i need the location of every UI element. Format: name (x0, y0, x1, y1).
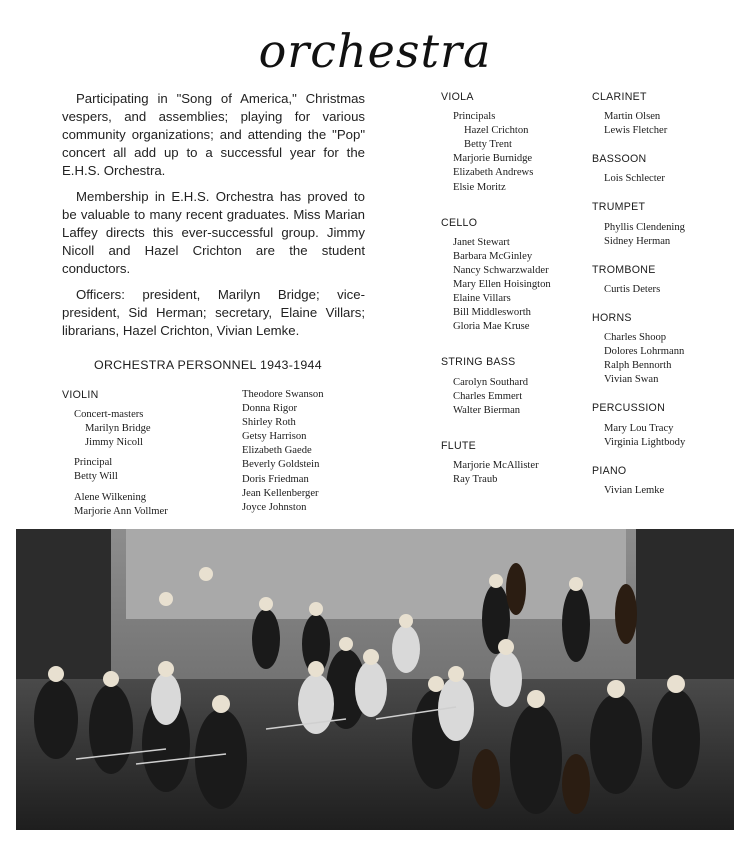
horns-heading: HORNS (592, 311, 632, 324)
member-name: Ralph Bennorth (604, 360, 672, 372)
member-name: Charles Shoop (604, 332, 667, 344)
clarinet-heading: CLARINET (592, 91, 647, 103)
principal-label: Principal (74, 457, 113, 469)
cello-heading: CELLO (441, 216, 478, 229)
member-name: Lois Schlecter (604, 173, 665, 185)
intro-paragraph-3: Officers: president, Marilyn Bridge; vice-president, Sid Herman; secretary, Elaine Villars; librarians, Hazel Crichton, Vivian Lemke. (62, 287, 365, 338)
member-name: Walter Bierman (453, 404, 521, 416)
member-name: Curtis Deters (604, 283, 661, 295)
member-name: Phyllis Clendening (604, 221, 685, 233)
winds-column (592, 90, 685, 498)
intro-text (62, 90, 365, 348)
member-name: Virginia Lightbody (604, 436, 686, 448)
member-name: Donna Rigor (242, 403, 298, 415)
viola-heading: VIOLA (441, 91, 474, 103)
page-title: orchestra (258, 24, 492, 78)
member-name: Marjorie Burnidge (453, 153, 533, 165)
member-name: Getsy Harrison (242, 431, 307, 443)
member-name: Vivian Lemke (604, 484, 665, 496)
member-name: Elsie Moritz (453, 181, 506, 193)
percussion-heading: PERCUSSION (592, 402, 666, 415)
member-name: Marjorie McAllister (453, 459, 539, 471)
violin-section (62, 388, 168, 519)
bassoon-heading: BASSOON (592, 153, 647, 166)
violin-heading: VIOLIN (62, 389, 99, 401)
member-name: Marjorie Ann Vollmer (74, 505, 168, 517)
member-name: Mary Ellen Hoisington (453, 279, 551, 291)
member-name: Ray Traub (453, 473, 498, 485)
member-name: Carolyn Southard (453, 376, 529, 388)
member-name: Hazel Crichton (464, 125, 529, 137)
member-name: Jean Kellenberger (242, 487, 319, 499)
member-name: Elizabeth Andrews (453, 167, 534, 179)
member-name: Beverly Goldstein (242, 459, 320, 471)
flute-heading: FLUTE (441, 439, 477, 452)
concert-masters-label: Concert-masters (74, 409, 144, 421)
member-name: Barbara McGinley (453, 250, 533, 262)
member-name: Joyce Johnston (242, 501, 307, 513)
member-name: Marilyn Bridge (85, 423, 151, 435)
member-name: Janet Stewart (453, 236, 510, 248)
member-name: Sidney Herman (604, 235, 671, 247)
intro-paragraph-2: Membership in E.H.S. Orchestra has proved to be valuable to many recent graduates. Miss Marian Laffey directs this ever-successful group. Jimmy Nicoll and Hazel Crichton are the student conductors. (62, 189, 365, 276)
strings-column (441, 90, 551, 487)
personnel-title: ORCHESTRA PERSONNEL 1943-1944 (94, 358, 322, 372)
member-name: Elaine Villars (453, 293, 511, 305)
member-name: Martin Olsen (604, 111, 661, 123)
member-name: Dolores Lohrmann (604, 346, 685, 358)
member-name: Nancy Schwarzwalder (453, 264, 549, 276)
member-name: Betty Will (74, 471, 118, 483)
member-name: Doris Friedman (242, 473, 309, 485)
member-name: Charles Emmert (453, 390, 523, 402)
trumpet-heading: TRUMPET (592, 201, 646, 214)
member-name: Bill Middlesworth (453, 307, 531, 319)
violin-section-continued (242, 388, 324, 515)
principals-label: Principals (453, 111, 496, 123)
piano-heading: PIANO (592, 464, 627, 477)
orchestra-group-photo (16, 529, 734, 830)
member-name: Jimmy Nicoll (85, 437, 143, 449)
member-name: Lewis Fletcher (604, 125, 668, 137)
member-name: Gloria Mae Kruse (453, 321, 530, 333)
member-name: Theodore Swanson (242, 389, 324, 400)
intro-paragraph-1: Participating in "Song of America," Christmas vespers, and assemblies; playing for various community organizations; and attending the "Pop" concert all add up to a successful year for the E.H.S. Orchestra. (62, 91, 365, 178)
member-name: Betty Trent (464, 139, 512, 151)
member-name: Mary Lou Tracy (604, 422, 674, 434)
member-name: Shirley Roth (242, 417, 296, 429)
member-name: Alene Wilkening (74, 491, 147, 503)
trombone-heading: TROMBONE (592, 263, 656, 276)
member-name: Vivian Swan (604, 374, 659, 386)
string-bass-heading: STRING BASS (441, 356, 516, 369)
member-name: Elizabeth Gaede (242, 445, 312, 457)
